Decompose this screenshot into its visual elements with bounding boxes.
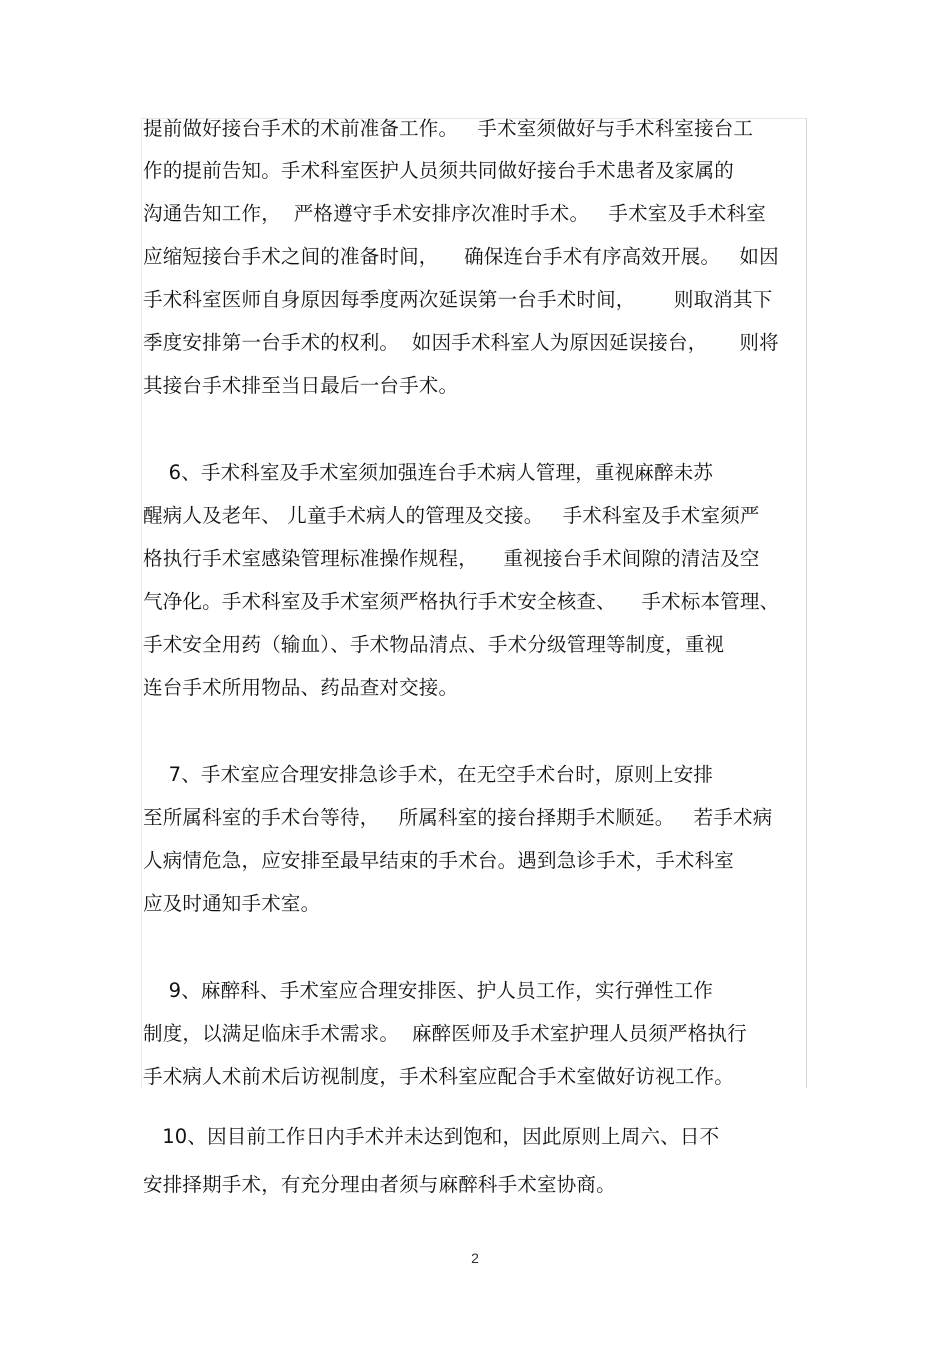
text-line: 9、麻醉科、手术室应合理安排医、护人员工作，实行弹性工作: [143, 979, 714, 1002]
text-line: 人病情危急，应安排至最早结束的手术台。遇到急诊手术，手术科室: [143, 849, 735, 872]
text-line: 至所属科室的手术台等待， 所属科室的接台择期手术顺延。 若手术病: [143, 806, 773, 829]
text-line: 10、因目前工作日内手术并未达到饱和，因此原则上周六、日不: [143, 1125, 720, 1148]
text-line: 提前做好接台手术的术前准备工作。 手术室须做好与手术科室接台工: [143, 117, 754, 140]
text-line: 作的提前告知。手术科室医护人员须共同做好接台手术患者及家属的: [143, 159, 735, 182]
text-line: 连台手术所用物品、药品查对交接。: [143, 676, 459, 699]
text-line: 沟通告知工作， 严格遵守手术安排序次准时手术。 手术室及手术科室: [143, 202, 766, 225]
text-line: 手术安全用药（输血）、手术物品清点、手术分级管理等制度，重视: [143, 633, 725, 656]
text-line: 制度，以满足临床手术需求。 麻醉医师及手术室护理人员须严格执行: [143, 1022, 747, 1045]
text-line: 其接台手术排至当日最后一台手术。: [143, 374, 459, 397]
text-line: 7、手术室应合理安排急诊手术，在无空手术台时，原则上安排: [143, 763, 714, 786]
page-frame-left: [141, 118, 142, 1088]
text-line: 手术病人术前术后访视制度，手术科室应配合手术室做好访视工作。: [143, 1065, 735, 1088]
text-line: 安排择期手术，有充分理由者须与麻醉科手术室协商。: [143, 1173, 616, 1196]
text-line: 应缩短接台手术之间的准备时间， 确保连台手术有序高效开展。 如因: [143, 245, 779, 268]
text-line: 手术科室医师自身原因每季度两次延误第一台手术时间， 则取消其下: [143, 288, 773, 311]
page-number: 2: [471, 1250, 479, 1266]
text-line: 醒病人及老年、 儿童手术病人的管理及交接。 手术科室及手术室须严: [143, 504, 760, 527]
text-line: 6、手术科室及手术室须加强连台手术病人管理，重视麻醉未苏: [143, 461, 714, 484]
page-frame-right: [806, 118, 807, 1088]
text-line: 季度安排第一台手术的权利。 如因手术科室人为原因延误接台， 则将: [143, 331, 779, 354]
text-line: 应及时通知手术室。: [143, 892, 321, 915]
text-line: 格执行手术室感染管理标准操作规程， 重视接台手术间隙的清洁及空: [143, 547, 760, 570]
text-line: 气净化。手术科室及手术室须严格执行手术安全核查、 手术标本管理、: [143, 590, 780, 613]
